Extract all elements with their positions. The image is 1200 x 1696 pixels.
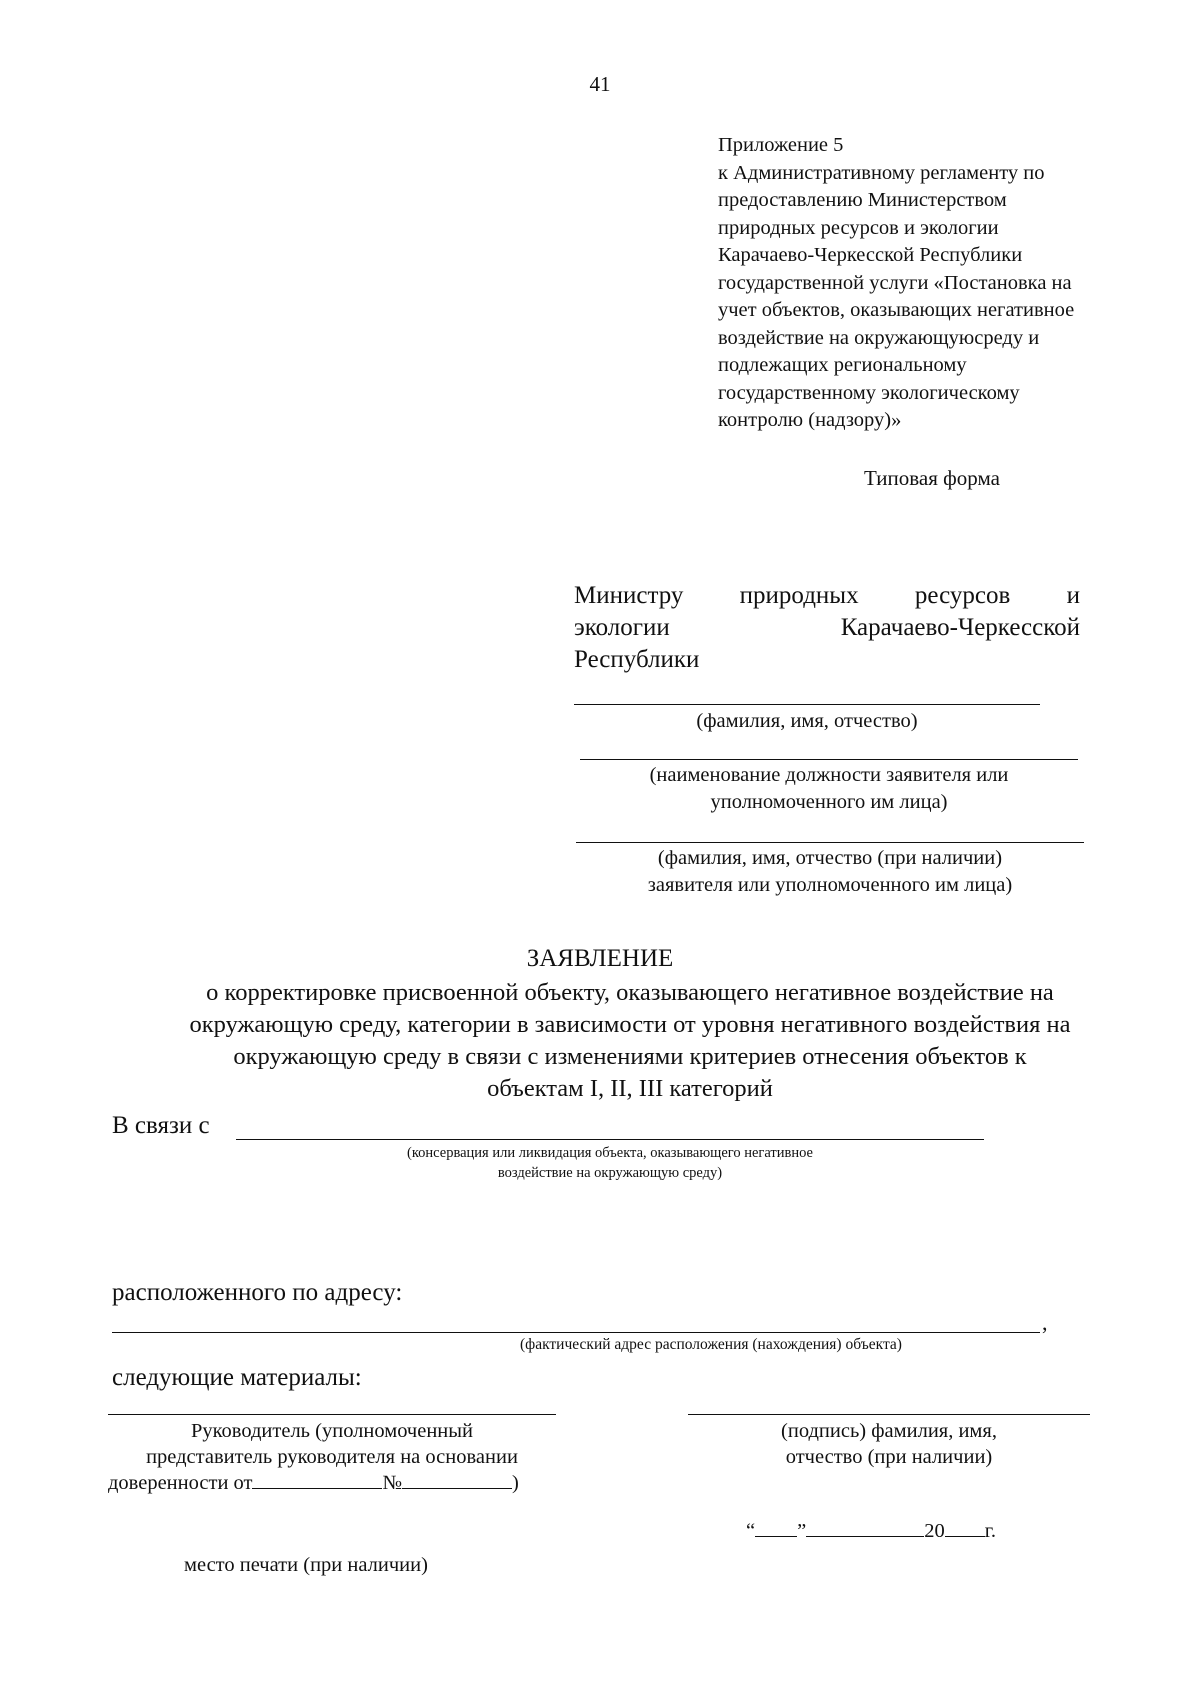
addressee-line-1 (574, 580, 1080, 612)
in-connection-label: В связи с (112, 1112, 210, 1139)
address-comma: , (1042, 1310, 1048, 1335)
appendix-line: природных ресурсов и экологии (718, 216, 999, 239)
appendix-line: воздействие на окружающуюсреду и (718, 326, 1040, 349)
position-fill-line[interactable] (580, 759, 1078, 760)
poa-suffix: ) (512, 1472, 519, 1494)
applicant-caption-line: заявителя или уполномоченного им лица) (647, 874, 1013, 896)
appendix-line: государственному экологическому (718, 381, 1020, 404)
addressee-word: ресурсов (914, 582, 1011, 609)
power-of-attorney-line (108, 1470, 556, 1496)
poa-number-blank[interactable] (402, 1470, 512, 1489)
date-year-suffix: г. (984, 1520, 996, 1542)
addressee-word: и (1066, 582, 1080, 609)
signature-caption-line: (подпись) фамилия, имя, (781, 1420, 997, 1442)
appendix-line: подлежащих региональному (718, 354, 967, 376)
subtitle-line: окружающую среду в связи с изменениями критериев отнесения объектов к (233, 1043, 1027, 1070)
address-note: (фактический адрес расположения (нахождения) объекта) (520, 1336, 902, 1353)
date-year-prefix: 20 (924, 1520, 945, 1542)
in-connection-fill-line[interactable] (236, 1139, 984, 1140)
head-signature-line[interactable] (108, 1414, 556, 1415)
materials-label: следующие материалы: (112, 1364, 362, 1391)
appendix-line: контролю (надзору)» (718, 409, 902, 431)
stamp-place-label: место печати (при наличии) (184, 1554, 428, 1576)
date-day-blank[interactable] (755, 1518, 797, 1537)
poa-date-blank[interactable] (252, 1470, 382, 1489)
in-connection-note-line: воздействие на окружающую среду) (497, 1165, 723, 1181)
applicant-caption-line: (фамилия, имя, отчество (при наличии) (657, 847, 1003, 869)
poa-number-sign: № (382, 1472, 403, 1494)
addressee-line-2 (574, 612, 1080, 644)
head-caption-line: Руководитель (уполномоченный (190, 1420, 474, 1442)
appendix-line: Приложение 5 (718, 134, 844, 156)
addressee-line-3: Республики (574, 646, 700, 673)
poa-prefix: доверенности от (108, 1472, 253, 1494)
date-year-blank[interactable] (945, 1518, 985, 1537)
head-caption-block (108, 1418, 556, 1496)
subtitle-line: о корректировке присвоенной объекту, оказывающего негативное воздействие на (206, 979, 1054, 1006)
appendix-line: к Административному регламенту по (718, 161, 1045, 184)
address-fill-line[interactable] (112, 1332, 1040, 1333)
addressee-word: экологии (574, 614, 670, 641)
addressee-block (574, 580, 1080, 676)
page-number: 41 (589, 72, 611, 96)
position-caption (580, 762, 1078, 816)
signature-fill-line[interactable] (688, 1414, 1090, 1415)
form-type-label: Типовая форма (864, 466, 1000, 490)
head-caption-line: представитель руководителя на основании (146, 1446, 518, 1468)
appendix-line: предоставлению Министерством (718, 189, 1007, 211)
document-subtitle (90, 977, 1170, 1105)
located-label: расположенного по адресу: (112, 1279, 403, 1306)
position-caption-line: уполномоченного им лица) (710, 791, 948, 813)
applicant-caption (576, 845, 1084, 899)
fio-fill-line[interactable] (574, 704, 1040, 705)
position-caption-line: (наименование должности заявителя или (649, 764, 1009, 786)
subtitle-line: объектам I, II, III категорий (487, 1075, 773, 1102)
addressee-word: Карачаево-Черкесской (840, 614, 1080, 641)
document-title: ЗАЯВЛЕНИЕ (526, 945, 674, 972)
in-connection-note-line: (консервация или ликвидация объекта, оказывающего негативное (407, 1145, 813, 1161)
date-field (746, 1518, 996, 1544)
in-connection-note (236, 1143, 984, 1183)
date-close-quote: ” (797, 1520, 807, 1542)
addressee-word: природных (739, 582, 859, 609)
date-open-quote: “ (746, 1520, 756, 1542)
date-month-blank[interactable] (806, 1518, 924, 1537)
signature-caption-line: отчество (при наличии) (785, 1446, 993, 1468)
fio-caption: (фамилия, имя, отчество) (696, 710, 918, 732)
signature-caption-block (688, 1418, 1090, 1470)
subtitle-line: окружающую среду, категории в зависимости от уровня негативного воздействия на (189, 1011, 1071, 1038)
appendix-block (718, 132, 1158, 435)
appendix-line: учет объектов, оказывающих негативное (718, 299, 1075, 321)
appendix-line: Карачаево-Черкесской Республики (718, 244, 1023, 266)
addressee-word: Министру (574, 582, 684, 609)
appendix-line: государственной услуги «Постановка на (718, 271, 1072, 294)
applicant-fill-line[interactable] (576, 842, 1084, 843)
